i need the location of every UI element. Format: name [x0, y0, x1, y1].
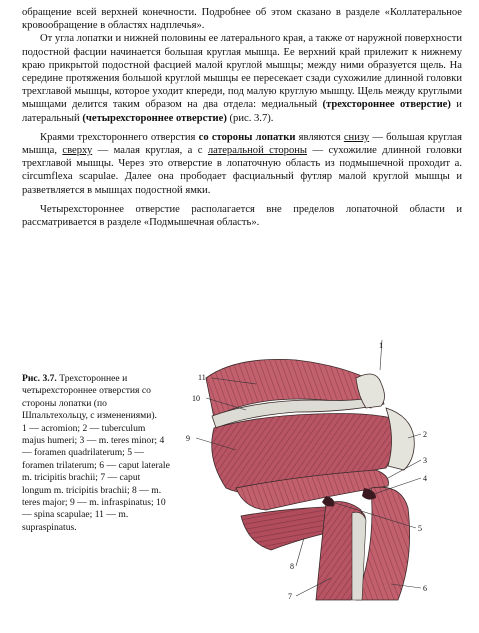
figure-label-7: 7: [288, 592, 292, 601]
figure-label-2: 2: [423, 430, 427, 439]
figure-label-11: 11: [198, 373, 206, 382]
body-text: [22, 6, 462, 229]
caption-text: Трехстороннее и четырехстороннее отверстия со стороны лопатки (по Шпальтехольцу, с изменениями).: [22, 373, 157, 422]
paragraph-3: Краями трехстороннего отверстия со стороны лопатки являются снизу — большая круглая мышца, сверху — малая круглая, а с латеральной стороны — сухожилие длинной головки трехглавой мышцы. Через это отверстие в лопаточную область из подмышечной проходит a. circumflexa scapulae. Далее она прободает фасциальный футляр малой круглой мышцы и разветвляется в мышцах подостной ямки.: [22, 131, 463, 196]
figure-label-10: 10: [192, 394, 200, 403]
paragraph-4: Четырехстороннее отверстие располагается вне пределов лопаточной области и рассматривается в разделе «Подмышечная область».: [22, 203, 462, 229]
paragraph-2: От угла лопатки и нижней половины ее латерального края, а также от наружной поверхности подостной фасции начинается большая круглая мышца. Ее верхний край прилежит к нижнему краю прикрытой подостной фасцией малой круглой мышцы; между ними образуется щель. На середине протяжения большой круглой мышцы ее пересекает сзади сухожилие длинной головки трехглавой мышцы, которое уходит кпереди, под малую круглую мышцу. Щель между круглыми мышцами делится таким образом на два отдела: медиальный (трехстороннее отверстие) и латеральный (четырехстороннее отверстие) (рис. 3.7).: [22, 33, 462, 124]
caption-head: Рис. 3.7.: [22, 373, 57, 384]
figure-label-6: 6: [423, 584, 427, 593]
anatomy-figure: [176, 338, 446, 608]
figure-label-4: 4: [423, 474, 427, 483]
anatomy-illustration: [176, 338, 446, 608]
paragraph-1: обращение всей верхней конечности. Подробнее об этом сказано в разделе «Коллатеральное кровообращение в областях надплечья».: [22, 7, 462, 32]
caption-legend: 1 — acromion; 2 — tuberculum majus humeri; 3 — m. teres minor; 4 — foramen quadrilaterum; 5 — foramen trilaterum; 6 — caput laterale m. tricipitis brachii; 7 — caput longum m. tricipitis brachii; 8 — m. teres major; 9 — m. infraspinatus; 10 — spina scapulae; 11 — m. supraspinatus.: [22, 422, 170, 533]
figure-label-3: 3: [423, 456, 427, 465]
figure-caption: [22, 373, 170, 534]
figure-label-5: 5: [418, 524, 422, 533]
figure-label-1: 1: [379, 341, 383, 350]
figure-label-9: 9: [186, 434, 190, 443]
figure-label-8: 8: [290, 562, 294, 571]
